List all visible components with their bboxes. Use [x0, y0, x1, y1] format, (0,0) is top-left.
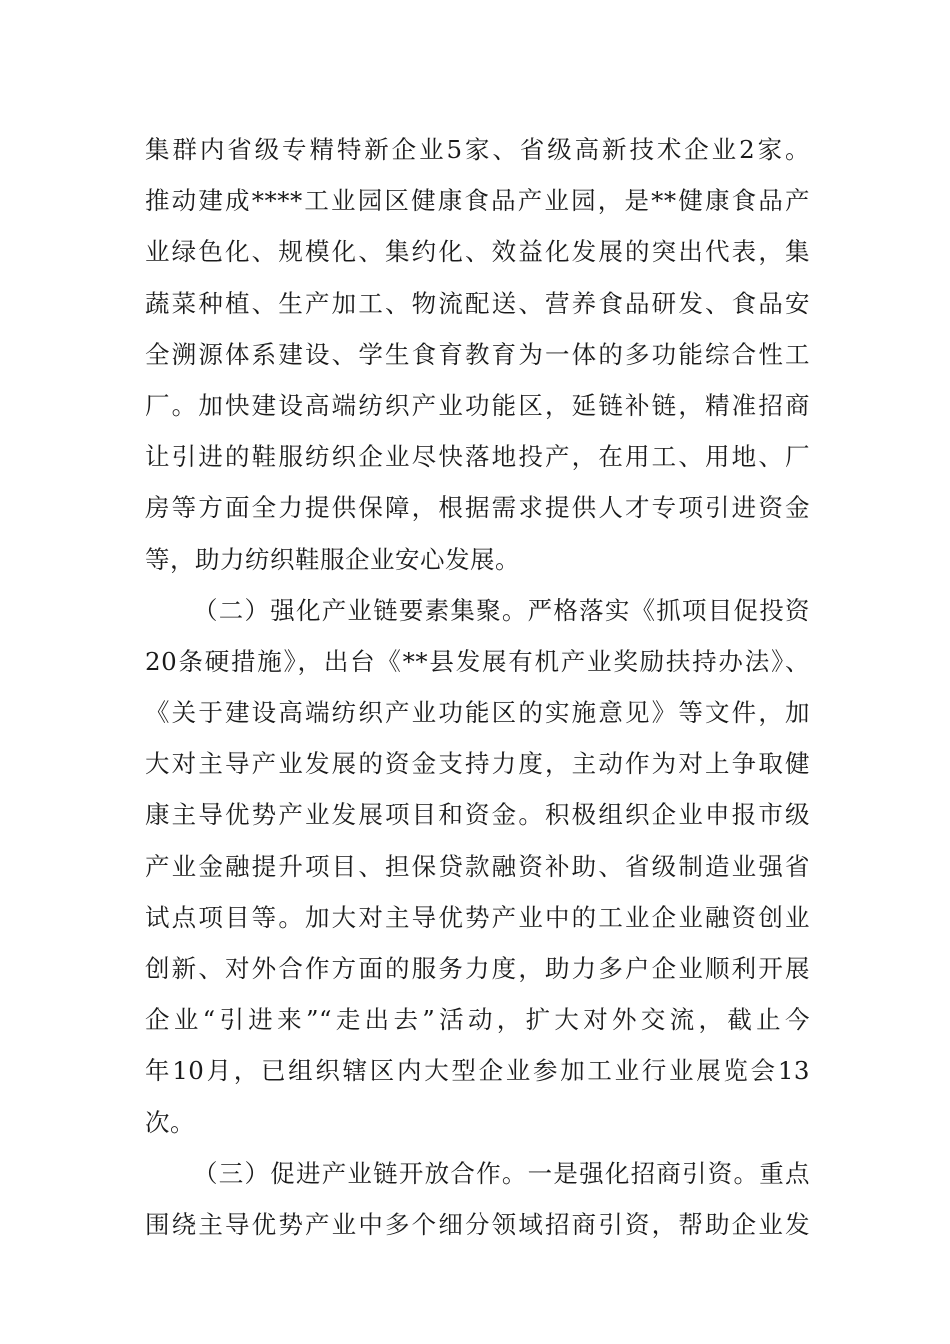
body-line-18: 企业“引进来”“走出去”活动，扩大对外交流，截止今 — [145, 1005, 810, 1035]
document-page — [145, 124, 810, 1250]
body-line-5: 全溯源体系建设、学生食育教育为一体的多功能综合性工 — [145, 339, 810, 369]
body-line-17: 创新、对外合作方面的服务力度，助力多户企业顺利开展 — [145, 954, 810, 983]
body-line-11: 20条硬措施》，出台《**县发展有机产业奖励扶持办法》、 — [145, 646, 810, 676]
body-line-15: 产业金融提升项目、担保贷款融资补助、省级制造业强省 — [145, 851, 810, 881]
body-line-16: 试点项目等。加大对主导优势产业中的工业企业融资创业 — [145, 902, 810, 932]
body-line-14: 康主导优势产业发展项目和资金。积极组织企业申报市级 — [145, 800, 810, 830]
body-line-2: 推动建成****工业园区健康食品产业园，是**健康食品产 — [145, 186, 810, 216]
section-heading-3: （三）促进产业链开放合作。一是强化招商引资。重点 — [193, 1158, 810, 1188]
body-line-4: 蔬菜种植、生产加工、物流配送、营养食品研发、食品安 — [145, 288, 810, 318]
body-line-3: 业绿色化、规模化、集约化、效益化发展的突出代表，集 — [145, 237, 810, 267]
body-line-22: 围绕主导优势产业中多个细分领域招商引资，帮助企业发 — [145, 1209, 810, 1239]
body-line-8: 房等方面全力提供保障，根据需求提供人才专项引进资金 — [145, 493, 810, 523]
body-line-13: 大对主导产业发展的资金支持力度，主动作为对上争取健 — [145, 749, 810, 779]
body-line-20: 次。 — [145, 1107, 195, 1137]
body-line-19: 年10月，已组织辖区内大型企业参加工业行业展览会13 — [145, 1056, 810, 1086]
body-line-12: 《关于建设高端纺织产业功能区的实施意见》等文件，加 — [145, 698, 810, 728]
body-line-7: 让引进的鞋服纺织企业尽快落地投产，在用工、用地、厂 — [145, 442, 810, 472]
body-line-1: 集群内省级专精特新企业5家、省级高新技术企业2家。 — [145, 135, 810, 164]
body-line-6: 厂。加快建设高端纺织产业功能区，延链补链，精准招商 — [145, 390, 810, 420]
body-line-9: 等，助力纺织鞋服企业安心发展。 — [145, 544, 520, 574]
section-heading-2: （二）强化产业链要素集聚。严格落实《抓项目促投资 — [193, 595, 810, 625]
